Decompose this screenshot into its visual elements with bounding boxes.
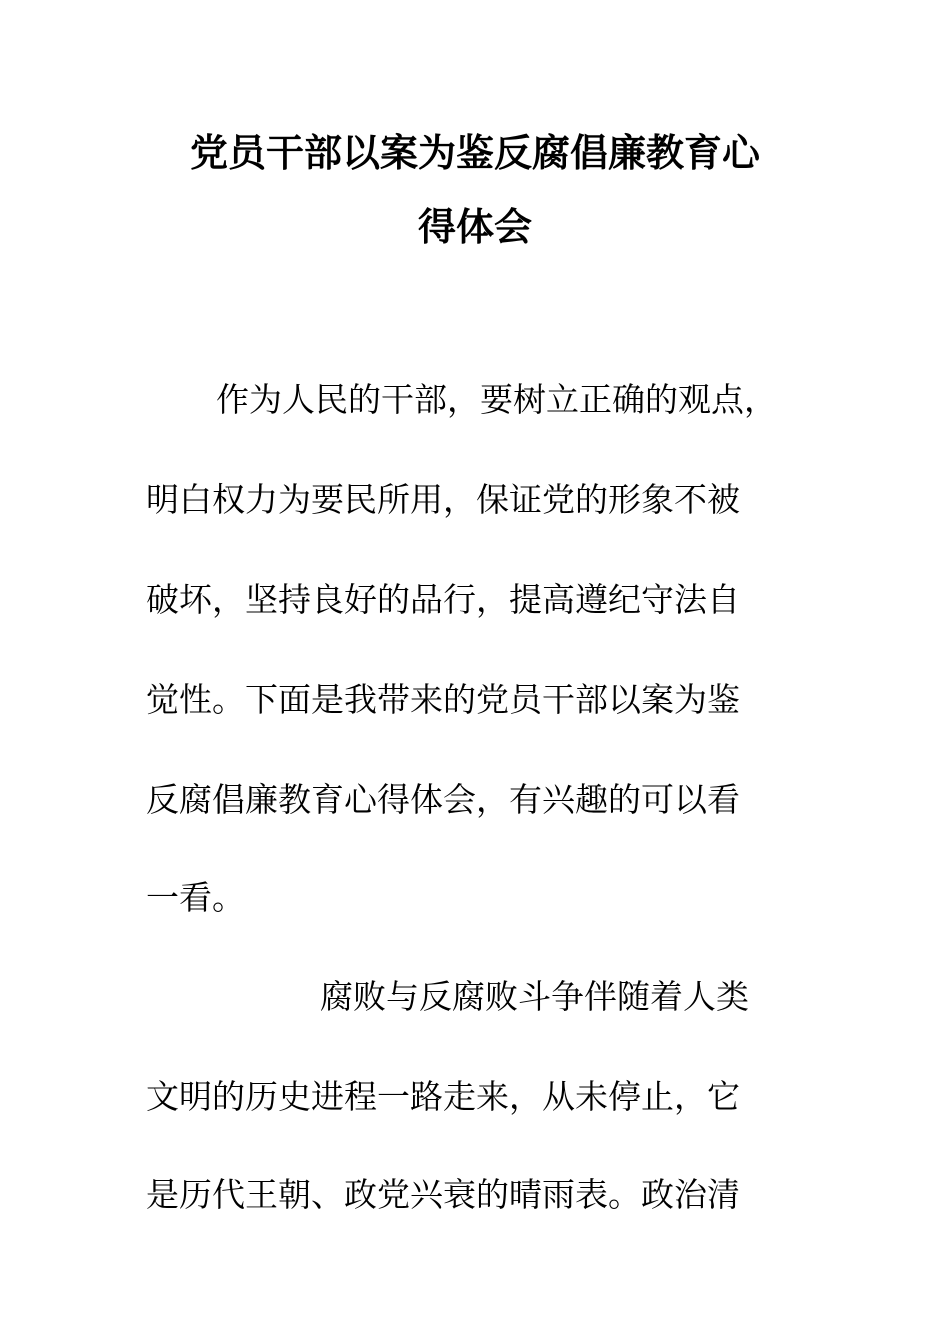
body-line-3: 破坏，坚持良好的品行，提高遵纪守法自 — [146, 580, 740, 619]
body-line-8: 文明的历史进程一路走来，从未停止，它 — [146, 1077, 740, 1116]
body-line-6: 一看。 — [146, 878, 245, 917]
body-line-7: 腐败与反腐败斗争伴随着人类 — [320, 977, 749, 1016]
body-line-9: 是历代王朝、政党兴衰的晴雨表。政治清 — [146, 1175, 740, 1214]
body-line-5: 反腐倡廉教育心得体会，有兴趣的可以看 — [146, 780, 740, 819]
body-line-1: 作为人民的干部，要树立正确的观点， — [216, 380, 777, 419]
document-title-line-1: 党员干部以案为鉴反腐倡廉教育心 — [189, 131, 760, 175]
document-title-line-2: 得体会 — [417, 205, 532, 249]
body-line-4: 觉性。下面是我带来的党员干部以案为鉴 — [146, 680, 740, 719]
body-line-2: 明白权力为要民所用，保证党的形象不被 — [146, 480, 740, 519]
